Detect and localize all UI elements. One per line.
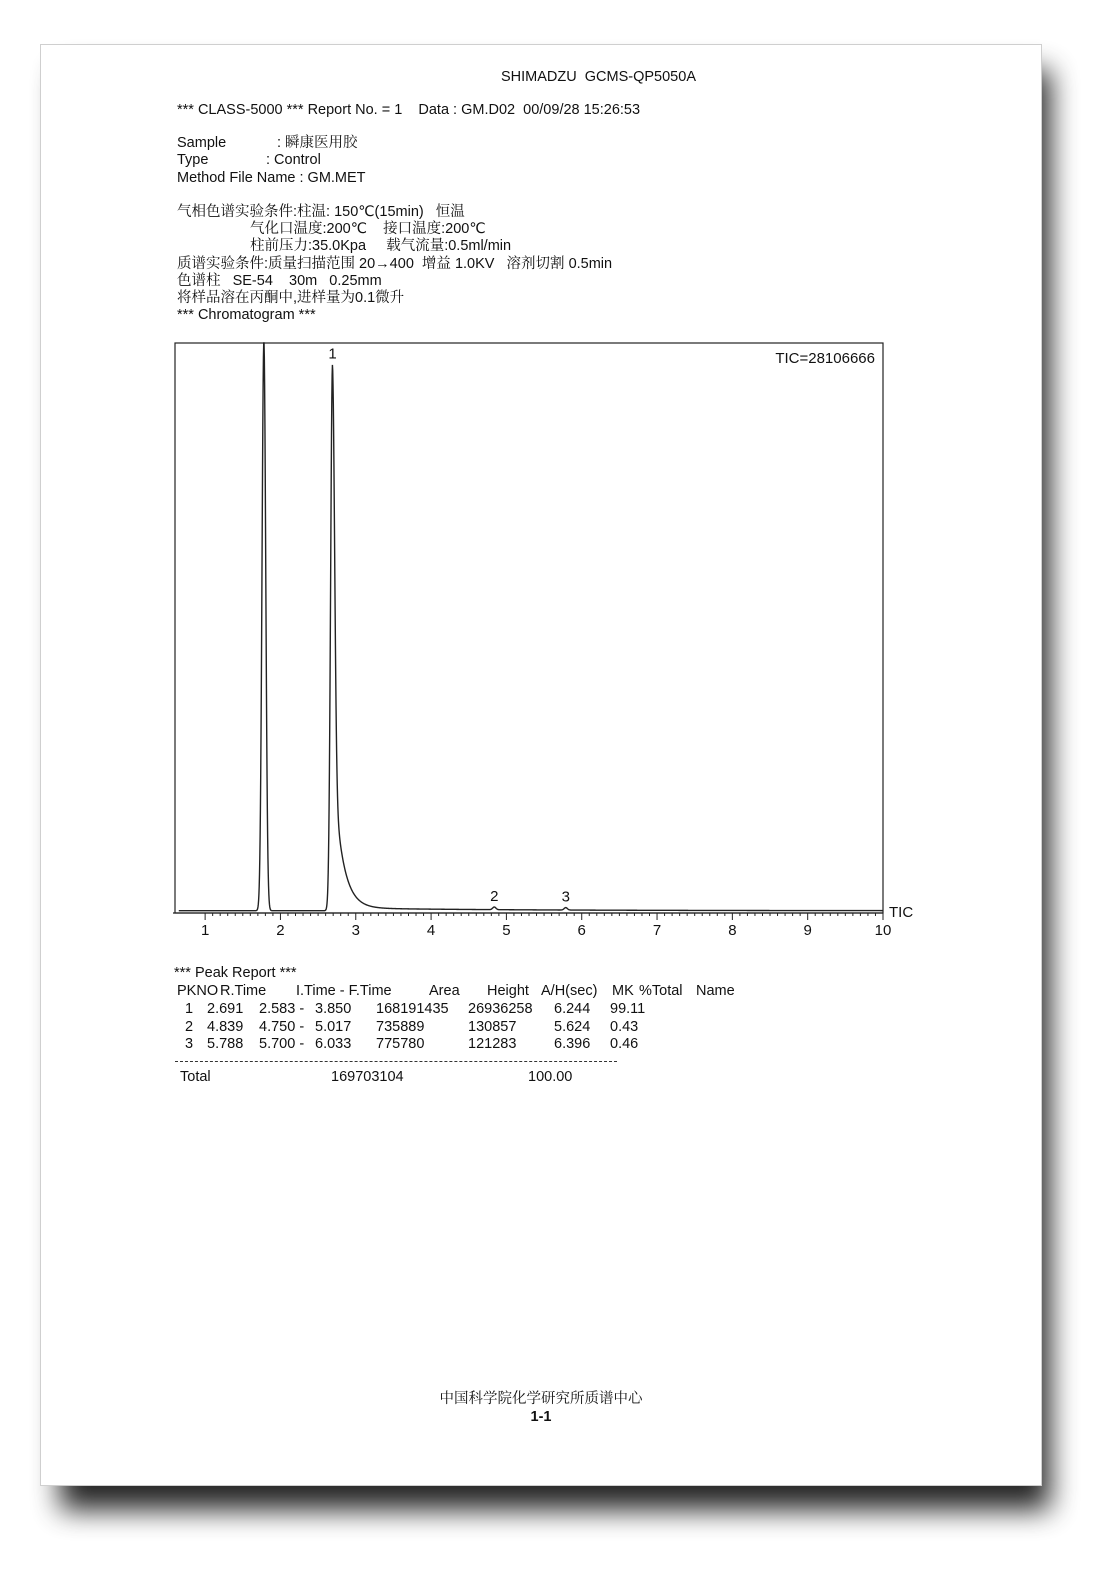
row-pkno: 1 <box>185 1001 194 1017</box>
row-area: 775780 <box>376 1036 425 1052</box>
peak-report-heading: *** Peak Report *** <box>174 965 297 981</box>
total-area: 169703104 <box>331 1069 404 1085</box>
method-file-line: Method File Name : GM.MET <box>177 170 366 186</box>
col-name: Name <box>696 983 735 999</box>
col-pkno: PKNO <box>177 983 219 999</box>
report-page <box>40 44 1042 1486</box>
institute-footer: 中国科学院化学研究所质谱中心 <box>439 1391 643 1407</box>
row-pkno: 3 <box>185 1036 194 1052</box>
sample-prep-line: 将样品溶在丙酮中,进样量为0.1微升 <box>177 290 405 306</box>
tic-value-label: TIC=28106666 <box>775 350 875 367</box>
injector-temp-line: 气化口温度:200℃ 接口温度:200℃ <box>250 221 486 237</box>
row-ftime: 6.033 <box>315 1036 352 1052</box>
x-tick-label: 3 <box>351 922 360 939</box>
type-value: : Control <box>266 152 321 168</box>
chromatogram-heading: *** Chromatogram *** <box>177 307 316 323</box>
row-pct: 99.11 <box>610 1001 646 1017</box>
row-itime: 5.700 - <box>259 1036 305 1052</box>
col-rtime: R.Time <box>220 983 267 999</box>
col-pct-total: %Total <box>639 983 683 999</box>
x-tick-label: 1 <box>200 922 210 939</box>
col-itime-ftime: I.Time - F.Time <box>296 983 392 999</box>
row-itime: 4.750 - <box>259 1018 305 1035</box>
tic-trace <box>179 343 883 911</box>
row-area: 735889 <box>376 1018 425 1035</box>
x-tick-label: 4 <box>426 922 436 939</box>
ms-conditions-line: 质谱实验条件:质量扫描范围 20→400 增益 1.0KV 溶剂切割 0.5min <box>177 256 613 272</box>
x-tick-label: 5 <box>502 922 511 939</box>
table-divider <box>175 1061 617 1062</box>
col-area: Area <box>429 983 460 999</box>
row-pct: 0.46 <box>610 1036 639 1052</box>
peak-label: 3 <box>561 888 570 906</box>
row-rtime: 4.839 <box>207 1018 244 1035</box>
gc-conditions-line: 气相色谱实验条件:柱温: 150℃(15min) 恒温 <box>177 204 465 220</box>
row-ftime: 5.017 <box>315 1018 352 1035</box>
col-mk: MK <box>612 983 634 999</box>
sample-value: : 瞬康医用胶 <box>277 135 358 151</box>
row-ah: 6.244 <box>554 1001 591 1017</box>
row-pkno: 2 <box>185 1018 194 1035</box>
page-number: 1-1 <box>530 1409 552 1425</box>
chart-layer <box>173 343 913 939</box>
total-label: Total <box>180 1069 211 1085</box>
x-tick-label: 10 <box>874 922 892 939</box>
pressure-line: 柱前压力:35.0Kpa 载气流量:0.5ml/min <box>250 238 512 254</box>
row-area: 168191435 <box>376 1001 449 1017</box>
peak-label: 1 <box>328 345 337 363</box>
type-label: Type <box>177 152 209 168</box>
tic-series-label: TIC <box>889 904 914 921</box>
x-tick-label: 7 <box>652 922 662 939</box>
row-rtime: 5.788 <box>207 1036 244 1052</box>
row-rtime: 2.691 <box>207 1001 244 1017</box>
x-tick-label: 9 <box>803 922 812 939</box>
peak-label: 2 <box>490 887 499 905</box>
total-pct: 100.00 <box>528 1069 573 1085</box>
report-line: *** CLASS-5000 *** Report No. = 1 Data : GM.D02 00/09/28 15:26:53 <box>177 102 641 118</box>
row-ftime: 3.850 <box>315 1001 352 1017</box>
row-itime: 2.583 - <box>259 1001 305 1017</box>
col-ah: A/H(sec) <box>541 983 598 999</box>
col-height: Height <box>487 983 529 999</box>
instrument-name: SHIMADZU GCMS-QP5050A <box>501 69 696 85</box>
x-tick-label: 2 <box>276 922 285 939</box>
row-pct: 0.43 <box>610 1018 639 1035</box>
row-height: 130857 <box>468 1018 517 1035</box>
row-ah: 6.396 <box>554 1036 591 1052</box>
plot-frame <box>175 343 883 913</box>
row-height: 26936258 <box>468 1001 533 1017</box>
x-tick-label: 6 <box>577 922 586 939</box>
column-line: 色谱柱 SE-54 30m 0.25mm <box>177 273 382 289</box>
row-ah: 5.624 <box>554 1018 591 1035</box>
chromatogram-chart <box>171 341 931 951</box>
x-tick-label: 8 <box>728 922 737 939</box>
sample-label: Sample <box>177 135 227 151</box>
row-height: 121283 <box>468 1036 517 1052</box>
